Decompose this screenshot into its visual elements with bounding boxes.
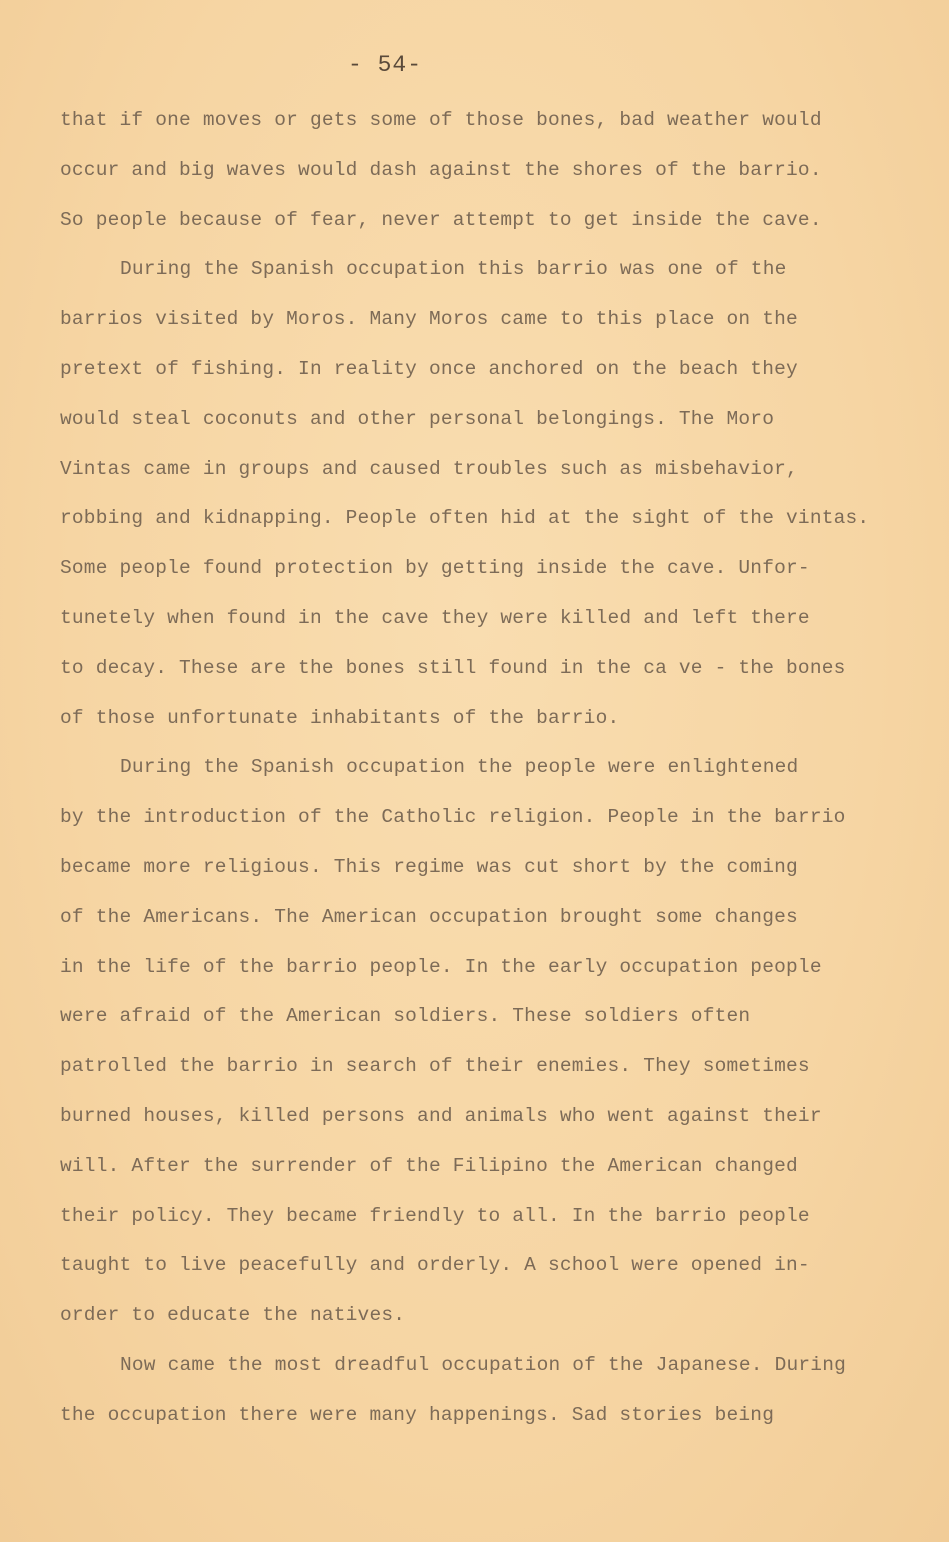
text-line: So people because of fear, never attempt to get inside the cave. [60,208,822,231]
text-line: During the Spanish occupation this barrio was one of the [120,258,787,281]
text-line: to decay. These are the bones still found in the ca ve - the bones [60,656,846,679]
text-line: their policy. They became friendly to all. In the barrio people [60,1204,810,1227]
text-line: by the introduction of the Catholic religion. People in the barrio [60,806,846,829]
text-line: order to educate the natives. [60,1304,406,1327]
text-line: were afraid of the American soldiers. These soldiers often [60,1005,751,1028]
text-line: Vintas came in groups and caused troubles such as misbehavior, [60,457,798,480]
text-line: Now came the most dreadful occupation of the Japanese. During [120,1353,847,1376]
body-text [60,100,920,1445]
text-line: of the Americans. The American occupation brought some changes [60,905,798,928]
page-number: - 54- [347,52,422,78]
text-line: During the Spanish occupation the people were enlightened [120,756,799,779]
text-line: burned houses, killed persons and animals who went against their [60,1104,822,1127]
text-line: in the life of the barrio people. In the early occupation people [60,955,822,978]
text-line: of those unfortunate inhabitants of the barrio. [60,706,620,729]
text-line: became more religious. This regime was cut short by the coming [60,855,798,878]
text-line: would steal coconuts and other personal belongings. The Moro [60,407,775,430]
text-line: barrios visited by Moros. Many Moros came to this place on the [60,308,798,331]
text-line: Some people found protection by getting inside the cave. Unfor- [60,557,810,580]
text-line: that if one moves or gets some of those bones, bad weather would [60,109,822,131]
text-line: robbing and kidnapping. People often hid at the sight of the vintas. [60,507,870,530]
text-line: the occupation there were many happenings. Sad stories being [60,1403,775,1426]
text-line: occur and big waves would dash against the shores of the barrio. [60,158,822,181]
text-line: will. After the surrender of the Filipino the American changed [60,1154,798,1177]
text-line: patrolled the barrio in search of their enemies. They sometimes [60,1055,810,1078]
text-line: pretext of fishing. In reality once anchored on the beach they [60,357,798,380]
text-line: taught to live peacefully and orderly. A school were opened in- [60,1254,810,1277]
text-line: tunetely when found in the cave they were killed and left there [60,606,810,629]
